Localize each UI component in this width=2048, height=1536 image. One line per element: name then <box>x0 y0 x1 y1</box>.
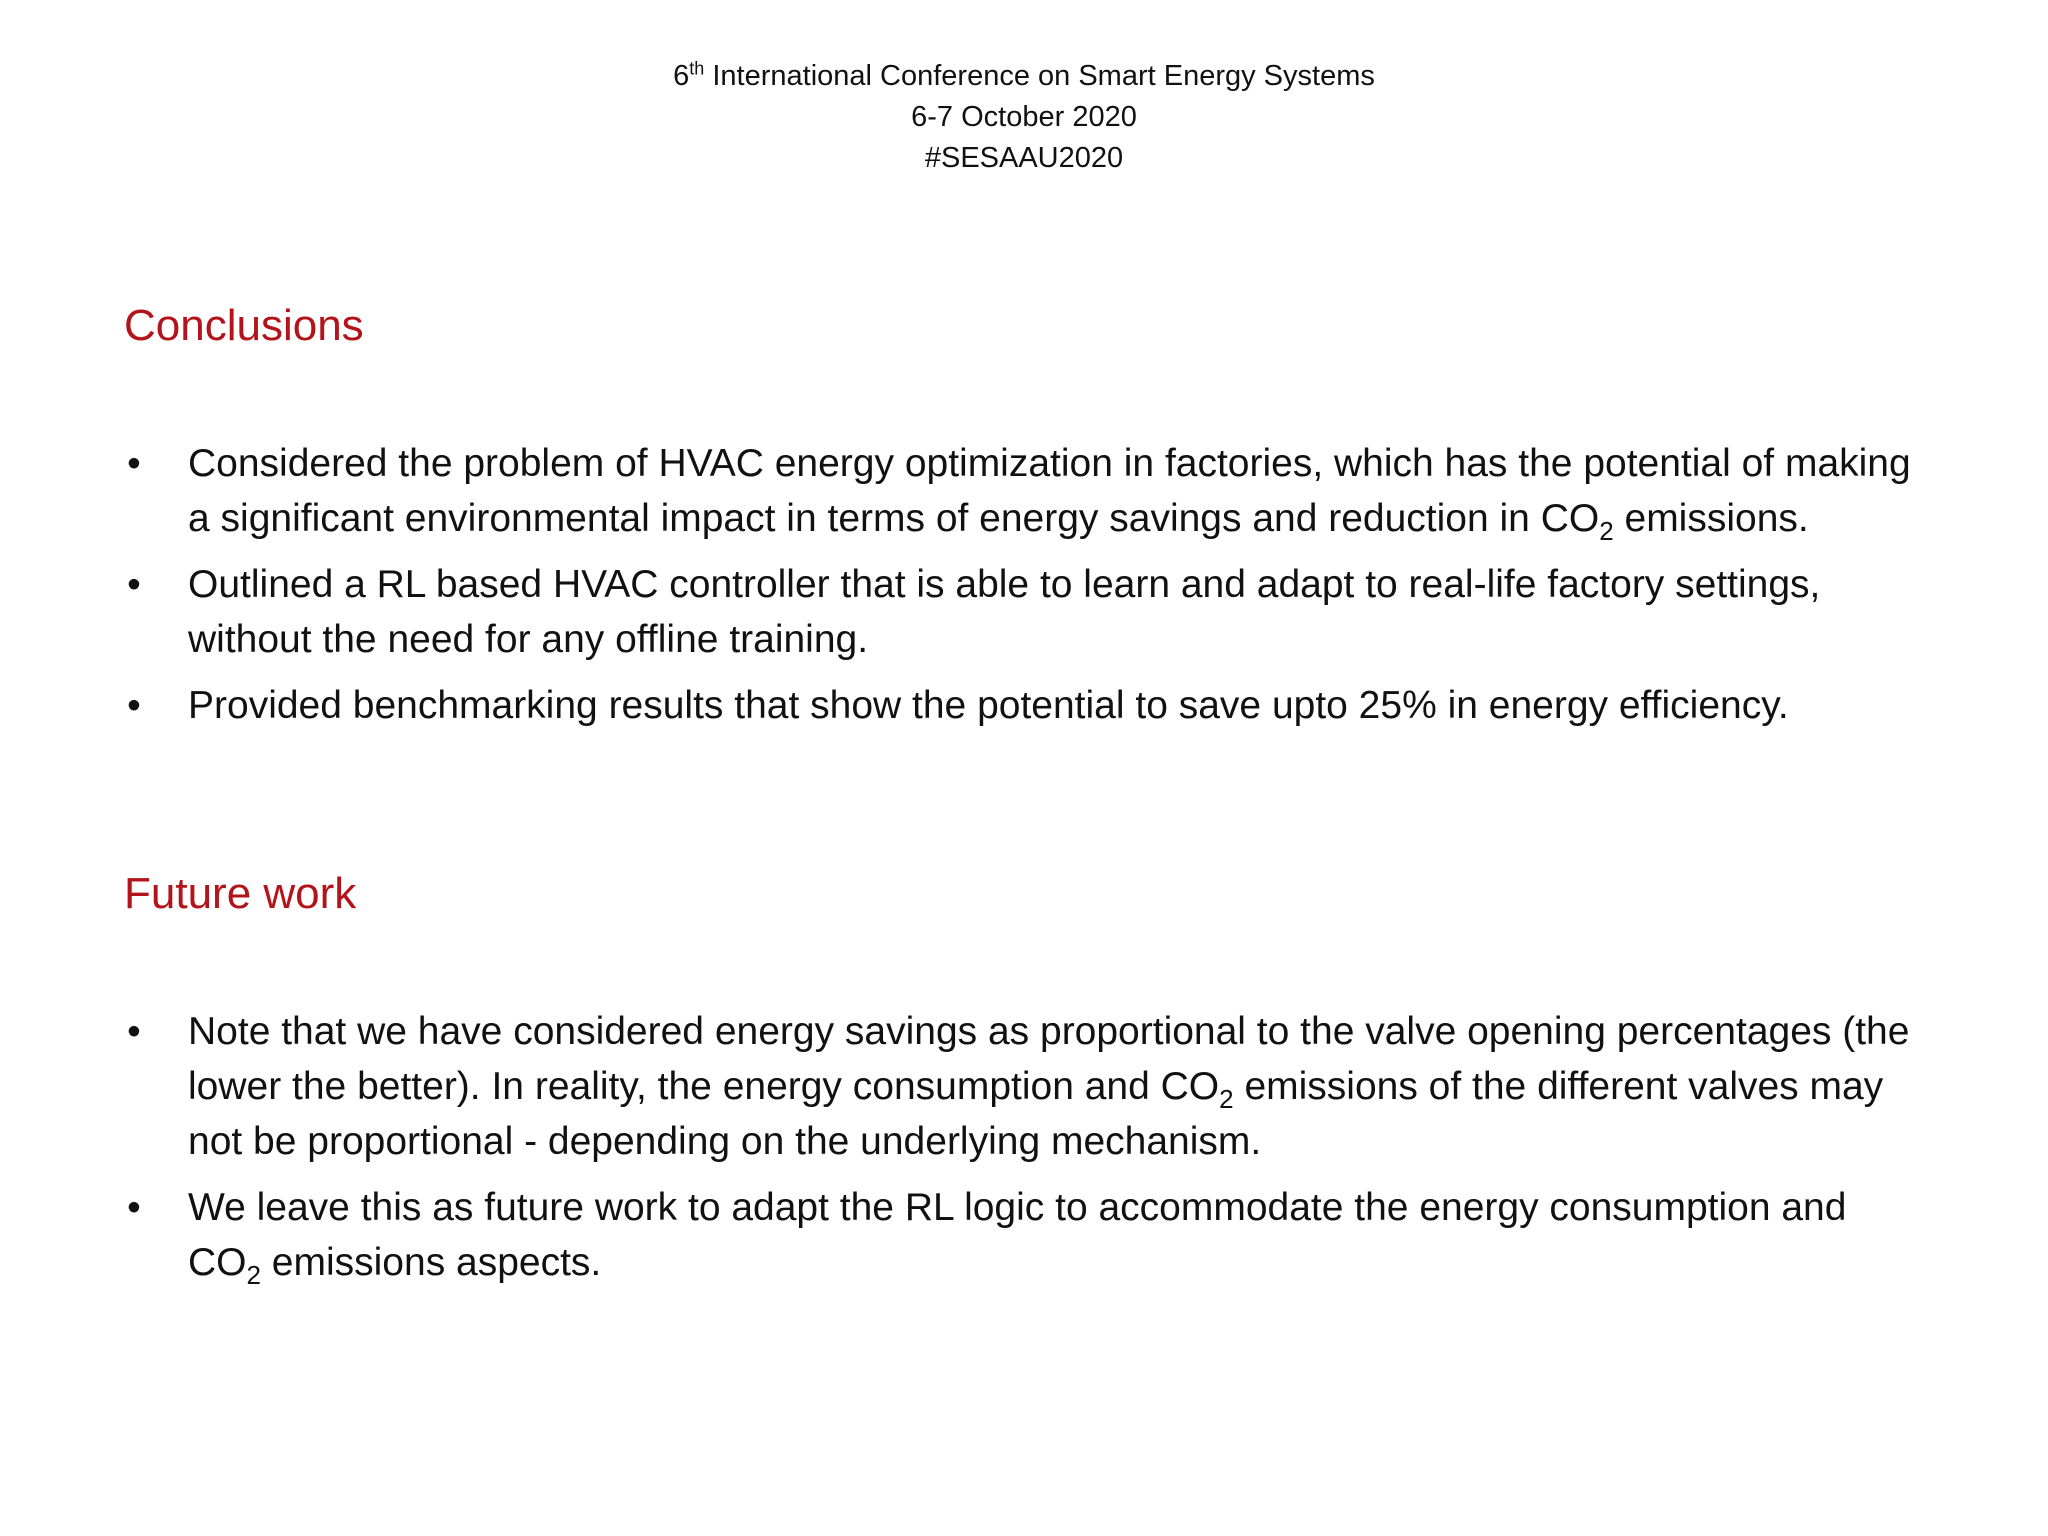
bullet-icon: • <box>127 442 141 485</box>
bullet-text-part2: emissions aspects. <box>260 1241 602 1284</box>
bullet-text-part2: emissions of the different valves may not be proportional - depending on the underlying mechanism. <box>188 1065 1884 1163</box>
subscript: 2 <box>1599 515 1614 546</box>
bullet-text: Provided benchmarking results that show the potential to save upto 25% in energy efficiency. <box>188 684 1789 727</box>
list-item <box>124 557 1924 667</box>
conference-name <box>0 56 2048 97</box>
bullet-icon: • <box>127 563 141 606</box>
bullet-text-part1: We leave this as future work to adapt the RL logic to accommodate the energy consumption and CO <box>188 1186 1847 1284</box>
conference-header <box>0 56 2048 179</box>
bullet-text: Outlined a RL based HVAC controller that is able to learn and adapt to real-life factory settings, without the need for any offline training. <box>188 563 1821 661</box>
conference-hashtag: #SESAAU2020 <box>924 142 1124 174</box>
bullet-text-part2: emissions. <box>1613 497 1809 540</box>
bullet-icon: • <box>127 1010 141 1053</box>
conclusions-heading: Conclusions <box>124 301 364 350</box>
bullet-text-part1: Note that we have considered energy savings as proportional to the valve opening percentages (the lower the better). In reality, the energy consumption and CO <box>188 1010 1910 1108</box>
list-item <box>124 1180 1924 1290</box>
future-work-heading: Future work <box>124 869 357 918</box>
conclusions-list <box>124 436 1924 744</box>
list-item <box>124 1004 1924 1169</box>
conference-dates: 6-7 October 2020 <box>911 101 1137 133</box>
list-item <box>124 436 1924 546</box>
bullet-icon: • <box>127 684 141 727</box>
subscript: 2 <box>1219 1083 1234 1114</box>
conference-ordinal: 6 <box>673 60 690 92</box>
subscript: 2 <box>246 1259 261 1290</box>
list-item <box>124 678 1924 733</box>
conference-title: International Conference on Smart Energy Systems <box>704 60 1375 92</box>
bullet-icon: • <box>127 1186 141 1229</box>
conference-ordinal-suffix: th <box>689 58 705 79</box>
future-work-list <box>124 1004 1924 1301</box>
bullet-text-part1: Considered the problem of HVAC energy optimization in factories, which has the potential of making a significant environmental impact in terms of energy savings and reduction in CO <box>188 442 1911 540</box>
